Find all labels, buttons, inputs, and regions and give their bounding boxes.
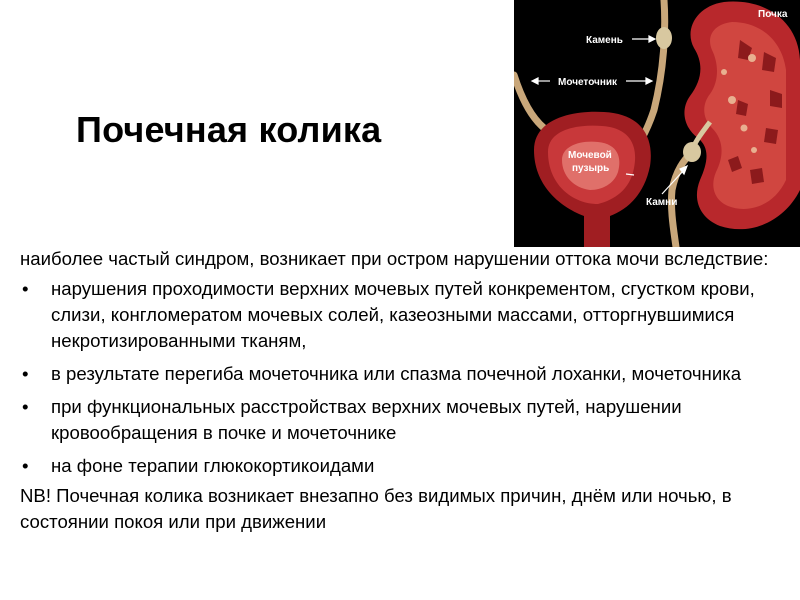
cause-list-item (20, 453, 790, 479)
label-stones: Камни (646, 197, 678, 208)
label-kidney: Почка (758, 9, 788, 20)
label-ureter: Мочеточник (558, 77, 618, 88)
nb-note: NB! Почечная колика возникает внезапно без видимых причин, днём или ночью, в состоянии покоя или при движении (20, 485, 732, 532)
label-stone: Камень (586, 35, 623, 46)
kidney-stone-illustration (514, 0, 800, 247)
cause-list-item (20, 276, 790, 354)
kidney-drawing (684, 2, 800, 230)
cause-text: нарушения проходимости верхних мочевых путей конкрементом, сгустком крови, слизи, конгломератом мочевых солей, казеозными массами, отторгнувшимися некротизированными тканям, (51, 278, 755, 351)
cause-list (20, 276, 790, 479)
label-bladder-line1: Мочевой (568, 150, 612, 161)
slide-title: Почечная колика (76, 109, 382, 150)
label-bladder-line2: пузырь (572, 163, 610, 174)
kidney-illustration-svg (514, 0, 800, 247)
cause-text: на фоне терапии глюкокортикоидами (51, 455, 375, 476)
intro-text: наиболее частый синдром, возникает при остром нарушении оттока мочи вследствие: (20, 248, 769, 269)
cause-list-item (20, 394, 790, 446)
cause-text: в результате перегиба мочеточника или спазма почечной лоханки, мочеточника (51, 363, 742, 384)
bullet-icon: • (22, 396, 29, 417)
cause-list-item (20, 361, 790, 387)
bullet-icon: • (22, 363, 29, 384)
slide-body (20, 246, 790, 535)
cause-text: при функциональных расстройствах верхних мочевых путей, нарушении кровообращения в почке и мочеточнике (51, 396, 682, 443)
bullet-icon: • (22, 278, 29, 299)
bullet-icon: • (22, 455, 29, 476)
